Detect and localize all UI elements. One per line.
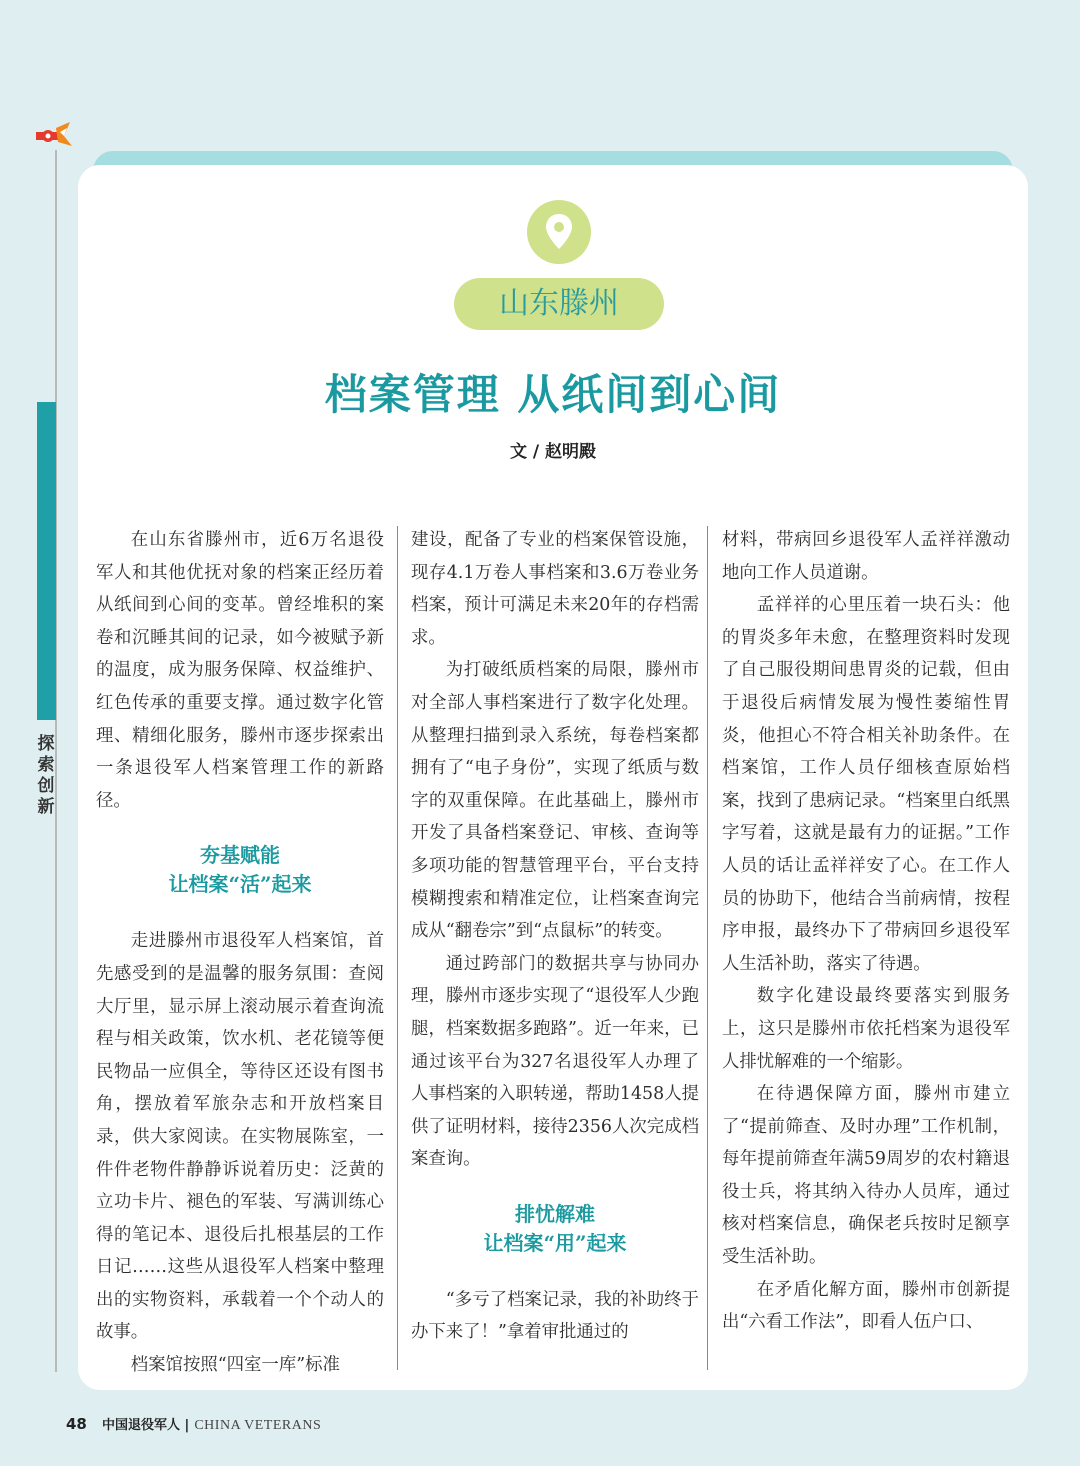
paragraph: 在待遇保障方面，滕州市建立了“提前筛查、及时办理”工作机制，每年提前筛查年满59周岁的农村籍退役士兵，将其纳入待办人员库，通过核对档案信息，确保老兵按时足额享受生活补助。 — [722, 1084, 1010, 1268]
section-heading-line: 让档案“用”起来 — [483, 1230, 627, 1255]
section-heading-line: 夯基赋能 — [200, 843, 280, 868]
paragraph-continued: 建设，配备了专业的档案保管设施，现存4.1万卷人事档案和3.6万卷业务档案，预计可满足未来20年的存档需求。 — [411, 530, 699, 648]
text-column-3 — [722, 524, 1010, 1339]
column-divider — [707, 526, 708, 1370]
section-heading-line: 排忧解难 — [515, 1201, 595, 1226]
paragraph: 数字化建设最终要落实到服务上，这只是滕州市依托档案为退役军人排忧解难的一个缩影。 — [722, 986, 1010, 1072]
section-heading — [411, 1176, 699, 1284]
magazine-name: 中国退役军人 | — [101, 1418, 190, 1433]
text-column-2 — [411, 524, 699, 1349]
location-pin-badge — [527, 200, 591, 264]
paragraph: 在山东省滕州市，近6万名退役军人和其他优抚对象的档案正经历着从纸间到心间的变革。曾经堆积的案卷和沉睡其间的记录，如今被赋予新的温度，成为服务保障、权益维护、红色传承的重要支撑。通过数字化管理、精细化服务，滕州市逐步探索出一条退役军人档案管理工作的新路径。 — [96, 530, 384, 811]
paragraph: 走进滕州市退役军人档案馆，首先感受到的是温馨的服务氛围：查阅大厅里，显示屏上滚动展示着查询流程与相关政策，饮水机、老花镜等便民物品一应俱全，等待区还设有图书角，摆放着军旅杂志和开放档案目录，供大家阅读。在实物展陈室，一件件老物件静静诉说着历史：泛黄的立功卡片、褪色的军装、写满训练心得的笔记本、退役后扎根基层的工作日记……这些从退役军人档案中整理出的实物资料，承载着一个个动人的故事。 — [96, 931, 384, 1343]
magazine-logo-icon — [34, 120, 78, 152]
paragraph-continued: 材料，带病回乡退役军人孟祥祥激动地向工作人员道谢。 — [722, 530, 1010, 583]
section-heading-line: 让档案“活”起来 — [168, 872, 312, 897]
paragraph: “多亏了档案记录，我的补助终于办下来了！”拿着审批通过的 — [411, 1289, 699, 1343]
section-side-label: 探索创新 — [37, 734, 55, 817]
magazine-name-en: CHINA VETERANS — [194, 1418, 322, 1433]
section-heading — [96, 817, 384, 925]
page-footer — [66, 1414, 321, 1434]
left-rail-accent-bar — [37, 402, 56, 720]
location-badge: 山东滕州 — [454, 278, 664, 330]
paragraph: 在矛盾化解方面，滕州市创新提出“六看工作法”，即看人伍户口、 — [722, 1279, 1010, 1333]
paragraph: 档案馆按照“四室一库”标准 — [130, 1355, 340, 1376]
byline — [78, 437, 1028, 462]
author-name: 赵明殿 — [545, 442, 597, 462]
text-column-1 — [96, 524, 384, 1382]
location-pin-icon — [543, 212, 575, 252]
paragraph: 孟祥祥的心里压着一块石头：他的胃炎多年未愈，在整理资料时发现了自己服役期间患胃炎的记载，但由于退役后病情发展为慢性萎缩性胃炎，他担心不符合相关补助条件。在档案馆，工作人员仔细核查原始档案，找到了患病记录。“档案里白纸黑字写着，这就是最有力的证据。”工作人员的话让孟祥祥安了心。在工作人员的协助下，他结合当前病情，按程序申报，最终办下了带病回乡退役军人生活补助，落实了待遇。 — [722, 595, 1010, 974]
page-number: 48 — [66, 1415, 87, 1433]
paragraph: 为打破纸质档案的局限，滕州市对全部人事档案进行了数字化处理。从整理扫描到录入系统，每卷档案都拥有了“电子身份”，实现了纸质与数字的双重保障。在此基础上，滕州市开发了具备档案登记、审核、查询等多项功能的智慧管理平台，平台支持模糊搜索和精准定位，让档案查询完成从“翻卷宗”到“点鼠标”的转变。 — [411, 660, 699, 942]
article-title: 档案管理 从纸间到心间 — [324, 370, 782, 419]
paragraph: 通过跨部门的数据共享与协同办理，滕州市逐步实现了“退役军人少跑腿，档案数据多跑路”。近一年来，已通过该平台为327名退役军人办理了人事档案的入职转递，帮助1458人提供了证明材料，接待2356人次完成档案查询。 — [411, 953, 699, 1170]
byline-prefix: 文 / — [509, 442, 546, 462]
column-divider — [397, 526, 398, 1370]
